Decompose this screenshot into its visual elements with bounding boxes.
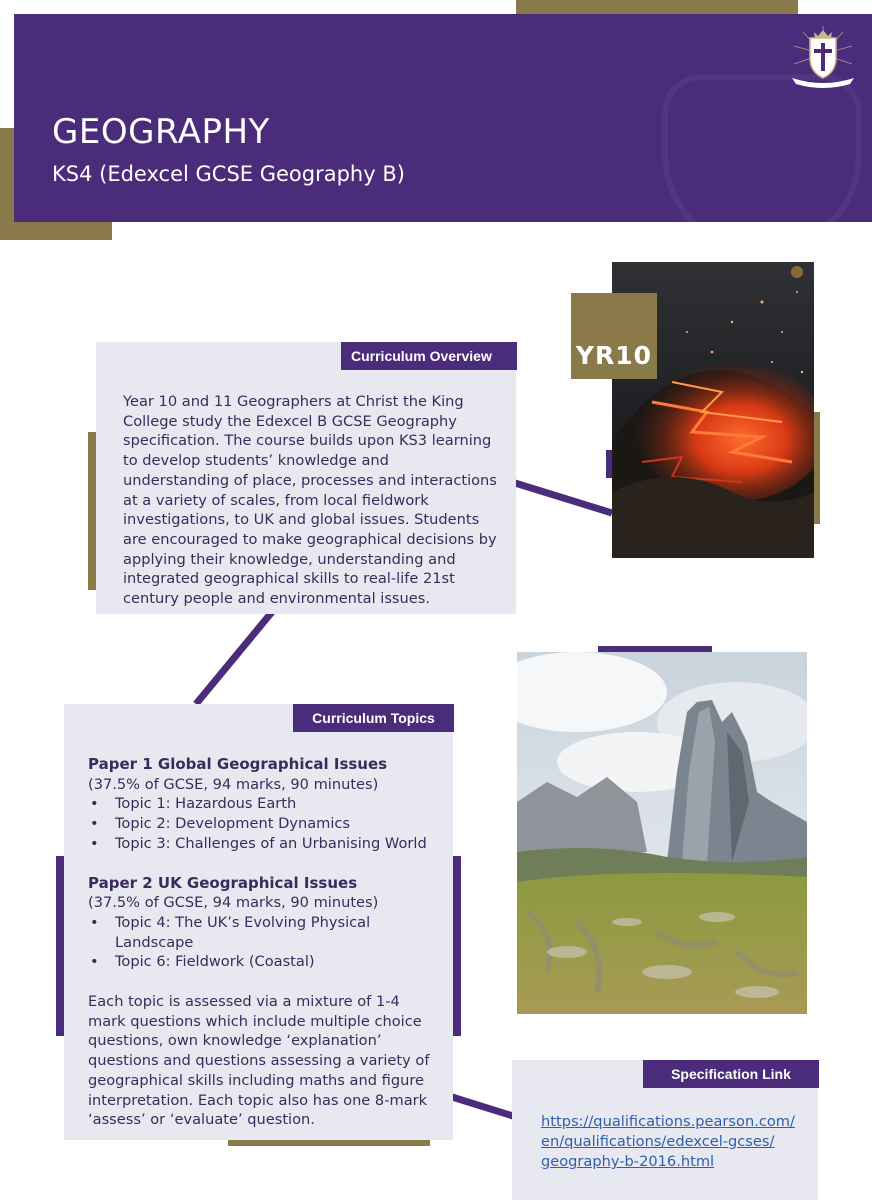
paper1-topic-list [88,794,438,853]
list-item: • Topic 2: Development Dynamics [88,814,438,834]
decor-purple-bar-topics-right [453,856,461,1036]
year-badge: YR10 [571,293,657,379]
curriculum-topics-tag: Curriculum Topics [293,704,454,732]
paper1-title: Paper 1 Global Geographical Issues [88,755,388,773]
curriculum-topics-content [88,755,438,1130]
paper2-topic-list [88,913,438,972]
specification-link-line-3: geography-b-2016.html [541,1153,715,1170]
curriculum-overview-text: Year 10 and 11 Geographers at Christ the King College study the Edexcel B GCSE Geography specification. The course builds upon KS3 learning to develop students’ knowledge and understanding of place, processes and interactions at a variety of scales, from local fieldwork investigations, to UK and global issues. Students are encouraged to make geographical decisions by applying their knowledge, understanding and integrated geographical skills to real-life 21st century people and environmental issues. [123,393,497,608]
specification-tag: Specification Link [643,1060,819,1088]
decor-purple-bar-topics-left [56,856,64,1036]
paper1-heading [88,755,438,794]
specification-link[interactable] [541,1112,811,1172]
assessment-text: Each topic is assessed via a mixture of 1-4 mark questions which include multiple choice questions, own knowledge ‘explanation’ questions and questions assessing a variety of geographical skills including maths and figure interpretation. Each topic also has one 8-mark ‘assess’ or ‘evaluate’ question. [88,993,430,1129]
curriculum-overview-tag: Curriculum Overview [341,342,517,370]
list-item: • Topic 6: Fieldwork (Coastal) [88,952,438,972]
mountain-image [517,652,807,1014]
specification-link-line-1: https://qualifications.pearson.com/ [541,1113,795,1130]
paper2-detail: (37.5% of GCSE, 94 marks, 90 minutes) [88,894,379,912]
paper2-title: Paper 2 UK Geographical Issues [88,873,358,892]
paper2-heading [88,874,438,913]
paper1-detail: (37.5% of GCSE, 94 marks, 90 minutes) [88,775,379,793]
page-subtitle: KS4 (Edexcel GCSE Geography B) [52,162,405,186]
specification-link-line-2: en/qualifications/edexcel-gcses/ [541,1133,775,1150]
list-item: • Topic 1: Hazardous Earth [88,794,438,814]
list-item: • Topic 3: Challenges of an Urbanising World [88,834,438,854]
list-item: • Topic 4: The UK’s Evolving Physical Landscape [88,913,438,952]
decor-gold-bar-overview [88,432,96,590]
page-title: GEOGRAPHY [52,112,270,152]
